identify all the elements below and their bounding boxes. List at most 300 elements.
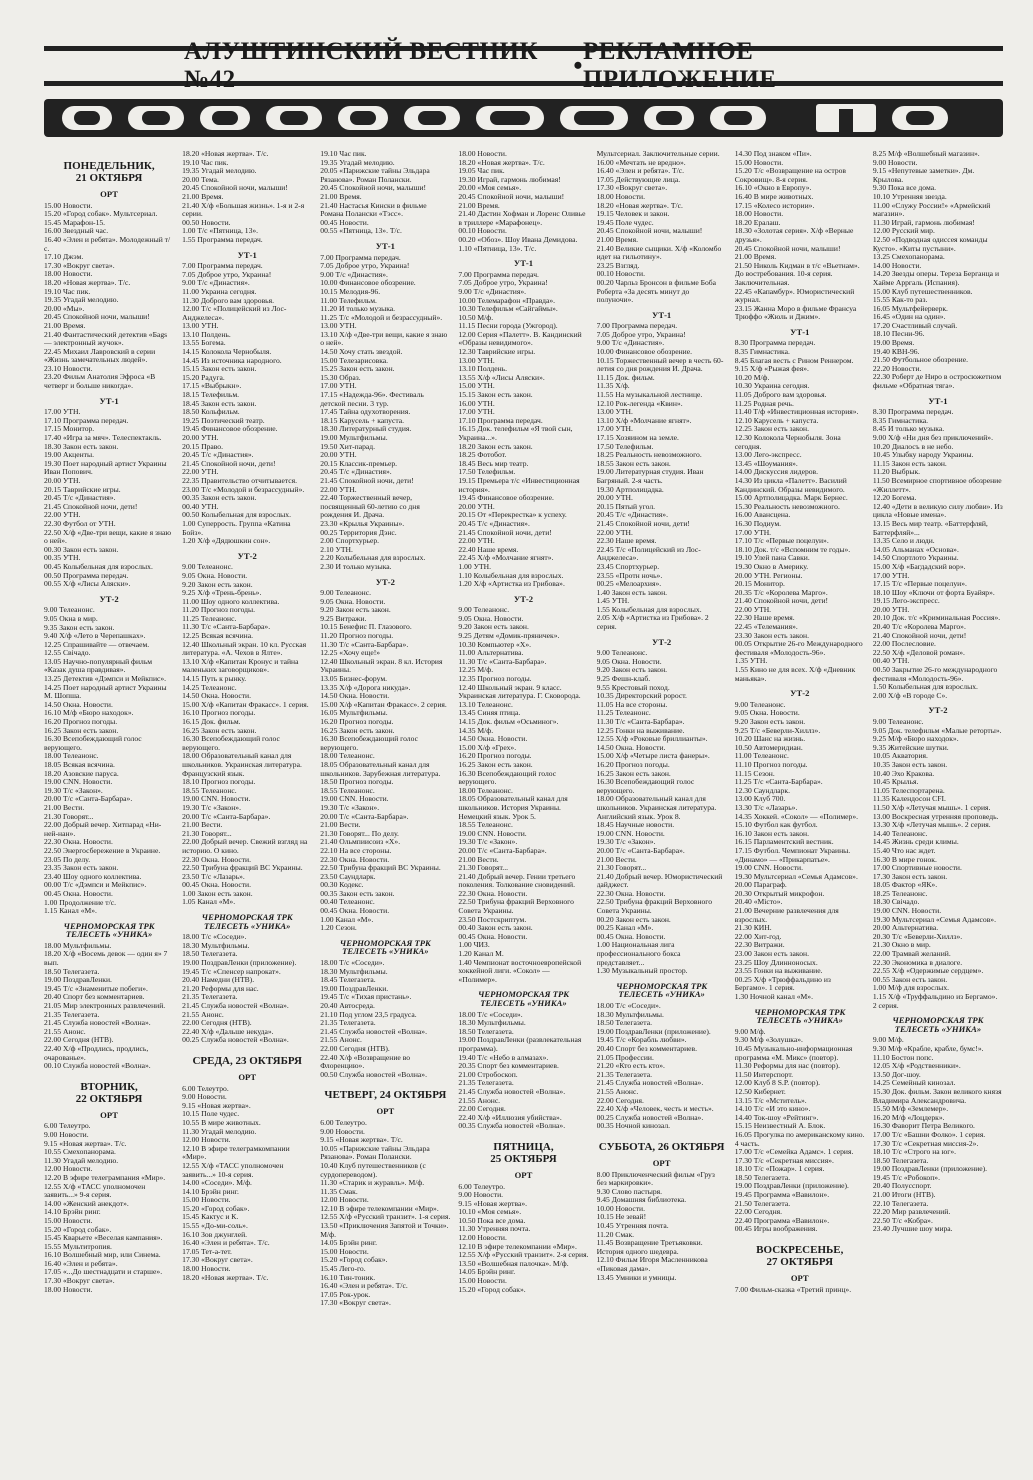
program-entry: 10.00 Финансовое обозрение.: [320, 278, 416, 288]
program-entry: 18.15 Карусель + капуста.: [320, 415, 405, 425]
program-entry: 22.50 Х/ф «Деловой роман».: [872, 647, 965, 657]
program-entry: 19.45 Финансовое обозрение.: [182, 424, 278, 434]
program-entry: 12.00 Т/с «Полицейский из Лос-Анджелеса».: [182, 304, 287, 322]
program-entry: 11.10 Прогноз погоды.: [734, 759, 808, 769]
program-entry: 20.45 Спокойной ночи, малыши!: [458, 191, 565, 201]
program-entry: 11.30 Т/с «Санта-Барбара».: [596, 717, 685, 726]
program-list: [597, 322, 727, 631]
program-entry: 23.30 «Крылья Украины».: [320, 518, 405, 528]
program-entry: 18.25 Телеанонс.: [872, 888, 928, 898]
program-entry: 15.20 «Город собак». Мультсериал.: [44, 209, 158, 219]
program-entry: 00.25 Служба новостей «Волна».: [182, 1035, 289, 1045]
program-entry: 12.25 «Хочу еще!»: [320, 648, 381, 658]
program-entry: 9.25 М/ф «Бюро находок».: [872, 734, 959, 744]
program-entry: 10.40 Эхо Кракова.: [872, 768, 935, 778]
program-entry: 00.25 Канал «М».: [596, 923, 654, 933]
program-entry: 18.20 «Новая жертва». Т/с.: [44, 277, 131, 287]
program-entry: 18.50 Телегазета.: [182, 949, 238, 959]
program-entry: 21.40 Спокойной ночи, дети!: [872, 630, 967, 640]
day-date: 27 ОКТЯБРЯ: [766, 1256, 834, 1269]
program-entry: 16.30 В мире гонок.: [872, 854, 937, 864]
program-entry: 14.05 Альманах «Основа».: [872, 544, 959, 554]
program-entry: 1.30 Музыкальный простор.: [596, 966, 688, 976]
program-entry: 21.55 Анонс.: [320, 1035, 362, 1045]
program-entry: 8.25 М/ф «Волшебный магазин».: [872, 150, 980, 158]
program-entry: 22.00 Сегодня.: [734, 1207, 783, 1217]
program-entry: 17.10 Программа передач.: [44, 415, 129, 425]
program-entry: 14.25 Семейный кинозал.: [872, 1078, 956, 1088]
program-entry: 10.15 Торжественный вечер в честь 60-летия со дня рождения И. Драча.: [596, 355, 724, 374]
program-entry: 18.00 Т/с «Соседи».: [182, 932, 247, 942]
program-entry: 16.40 «Элен и ребята». Молодежный т/с.: [44, 234, 171, 253]
program-entry: 15.45 Лего-го.: [320, 1264, 366, 1274]
program-entry: 21.30 Говорят...: [44, 811, 94, 821]
program-entry: 17.00 Спортивные новости.: [872, 863, 962, 873]
program-entry: 10.45 Крылья.: [872, 777, 919, 787]
program-entry: 21.30 Говорят...: [596, 863, 647, 873]
program-entry: 20.30 Т/с «Беверли-Хиллз».: [872, 931, 963, 941]
program-entry: 8.35 Гимнастика.: [872, 415, 929, 425]
program-entry: 13.25 Смехопанорама.: [872, 252, 945, 262]
program-entry: 9.00 Телеанонс.: [872, 717, 924, 726]
program-list: [182, 563, 312, 907]
program-entry: 22.40 Х/ф «Человек, честь и месть».: [596, 1104, 714, 1114]
program-entry: 17.50 Телефильм.: [596, 441, 654, 451]
program-entry: 20.45 Т/с «Династия».: [458, 518, 530, 528]
program-entry: 14.00 «Женский анекдот».: [44, 1198, 129, 1208]
program-entry: 17.30 «Вокруг света».: [596, 183, 668, 193]
program-entry: 17.00 УТН.: [458, 407, 495, 417]
program-entry: 18.30 Мультфильмы.: [596, 1009, 664, 1019]
program-entry: 9.05 Окна. Новости.: [596, 656, 662, 666]
program-entry: 9.15 «Новая жертва». Т/с.: [44, 1138, 127, 1148]
program-entry: 10.20 М/ф.: [734, 372, 770, 382]
program-entry: 9.30 М/ф «Золушка».: [734, 1035, 803, 1045]
program-entry: 16.25 Закон есть закон.: [458, 759, 533, 769]
program-entry: 22.50 Энергосбережение в Украине.: [44, 845, 161, 855]
program-entry: 15.20 «Город собак».: [320, 1255, 388, 1265]
supplement-label: РЕКЛАМНОЕ ПРИЛОЖЕНИЕ: [582, 38, 777, 93]
program-entry: 00.45 Окна. Новости.: [458, 931, 528, 941]
program-entry: 18.00 Новости.: [458, 150, 507, 158]
program-entry: 22.45 Х/ф «Молчание ягнят».: [458, 553, 554, 563]
program-list: [320, 1119, 450, 1308]
program-entry: 23.50 Постскриптум.: [458, 914, 527, 924]
program-entry: 00.20 Закон есть закон.: [596, 914, 671, 924]
program-entry: 23.45 Спортхурьер.: [596, 561, 660, 571]
program-entry: 20.40 Автосреда.: [320, 1001, 375, 1010]
program-entry: 19.30 Мультсериал «Семья Адамсов».: [734, 871, 858, 881]
program-entry: 22.00 УТН.: [458, 536, 495, 546]
program-entry: 7.00 Программа передач.: [320, 252, 401, 262]
program-entry: 11.00 «Служу России!» «Армейский магазин».: [872, 200, 991, 219]
program-entry: 10.40 Клуб путешественников (с сурдопереводом).: [320, 1160, 426, 1179]
program-entry: 00.45 Игры воображения.: [734, 1224, 818, 1234]
program-entry: 00.55 Х/ф «Лисы Аляски».: [44, 579, 131, 589]
program-entry: 22.30 Окна. Новости.: [320, 854, 390, 864]
program-entry: 16.30 Подиум.: [734, 518, 782, 528]
program-entry: 15.30 Реальность невозможного.: [734, 501, 840, 511]
program-entry: 14.05 Брэйн ринг.: [458, 1267, 516, 1277]
program-entry: 00.50 Колыбельная для взрослых.: [182, 510, 291, 520]
program-entry: 19.30 Артполицадка.: [596, 484, 664, 494]
newspaper-header: [44, 38, 1003, 93]
program-entry: 19.15 Лего-экспресс.: [872, 596, 940, 606]
program-entry: 17.50 Телефильм.: [458, 467, 516, 477]
program-entry: 22.00 Сегодня (НТВ).: [320, 1043, 390, 1053]
program-entry: 1.00 Т/с «Пятница, 13».: [182, 226, 259, 236]
program-entry: 9.25 Фешн-клаб.: [596, 674, 651, 684]
program-entry: 18.10 Песни-96.: [872, 329, 925, 339]
program-entry: 19.00 ПоздравЛенки (развлекательная программа).: [458, 1035, 582, 1053]
program-entry: 17.00 Т/с «Семейка Адамс». 1 серия.: [734, 1147, 854, 1157]
program-entry: 14.25 Телеанонс.: [182, 682, 237, 692]
program-entry: 18.00 Новости.: [182, 1264, 231, 1274]
program-entry: 00.40 УТН.: [872, 656, 910, 666]
program-entry: 11.00 Украина сегодня.: [182, 286, 257, 296]
program-entry: 00.25 Х/ф «Трюффальдино из Бергамо». 1 серия.: [734, 974, 831, 993]
program-entry: 11.20 Прогноз погоды.: [182, 605, 256, 615]
program-entry: 22.45 «Телемания».: [734, 622, 798, 632]
program-entry: 11.30 Угадай мелодию.: [44, 1155, 119, 1165]
program-entry: 18.20 Ералаш.: [734, 217, 781, 227]
program-entry: 11.35 Х/ф.: [596, 381, 630, 391]
day-heading: [44, 160, 174, 184]
program-entry: 23.30 Закон есть закон.: [734, 630, 809, 640]
program-entry: 16.10 Закон есть закон.: [734, 828, 809, 838]
program-list: [44, 202, 174, 391]
program-entry: 00.50 Служба новостей «Волна».: [320, 1069, 427, 1079]
program-entry: 17.10 Т/с «Первые поцелуи».: [734, 536, 829, 546]
program-entry: 22.40 Х/ф «Продлись, продлись, очарованье».: [44, 1044, 149, 1062]
program-entry: 14.00 Дискуссия лидеров.: [734, 467, 819, 477]
program-entry: 16.20 М/ф «Лоцдерк».: [872, 1112, 945, 1122]
program-entry: 15.00 Х/ф «Четыре листа фанеры».: [596, 751, 710, 761]
program-list: [44, 606, 174, 915]
program-entry: 7.05 Доброе утро, Украина!: [182, 269, 272, 279]
program-entry: 21.00 Время.: [596, 234, 638, 244]
program-entry: 12.25 Закон есть закон.: [734, 424, 809, 434]
program-entry: 10.50 Пока все дома.: [458, 1215, 526, 1225]
program-entry: 12.00 Клуб 8 S.P. (повтор).: [734, 1078, 821, 1088]
program-entry: 19.00 Время.: [872, 338, 915, 348]
program-entry: 21.30 Говорят...: [458, 863, 508, 873]
program-entry: 23.40 Лучшие шоу мира.: [872, 1224, 953, 1234]
program-entry: 22.50 Трибуна фракций Верховного Совета Украины.: [458, 897, 574, 916]
program-entry: 12.55 Свічадо.: [44, 648, 91, 658]
program-entry: 23.55 Гонки на выживание.: [734, 966, 823, 976]
program-entry: 20.45 Спокойной ночи, малыши!: [182, 183, 288, 193]
regional-channel-heading: ЧЕРНОМОРСКАЯ ТРК ТЕЛЕСЕТЬ «УНИКА»: [63, 920, 155, 940]
program-entry: 21.00 Время.: [182, 191, 224, 201]
program-entry: 20.40 Спорт без комментариев.: [596, 1043, 698, 1053]
program-entry: 21.30 Говорят...: [182, 828, 232, 838]
program-entry: 11.25 Телеанонс.: [596, 708, 651, 718]
program-entry: 18.55 Закон есть закон.: [596, 458, 671, 468]
program-list: [597, 1002, 727, 1131]
program-entry: 22.00 УТН.: [182, 467, 219, 477]
program-entry: 22.40 Х/ф «Возвращение во Флоренцию».: [320, 1052, 411, 1071]
program-entry: 11.05 Телеспортарена.: [872, 785, 945, 795]
program-entry: 19.45 Т/с «Корабль любви».: [596, 1035, 687, 1045]
program-entry: 14.35 Хоккей. «Сокол» — «Полимер».: [734, 811, 859, 821]
program-entry: 15.20 «Город собак».: [182, 1203, 250, 1213]
day-heading: [182, 1055, 312, 1067]
program-entry: 1.20 Сезон.: [320, 923, 357, 933]
program-entry: 1.50 Колыбельная для взрослых.: [872, 682, 978, 692]
program-entry: 15.00 Новости.: [44, 200, 93, 210]
program-entry: 22.00 Сегодня (НТВ).: [182, 1018, 252, 1028]
program-entry: 23.25 Шоу Длинноносых.: [734, 957, 818, 967]
program-entry: 11.00 Телеанонс.: [734, 751, 789, 761]
channel-heading: УТ-2: [99, 593, 119, 604]
program-entry: 22.30 Наше время.: [734, 613, 795, 623]
program-entry: 18.05 Всякая всячина.: [44, 760, 115, 769]
program-entry: 11.30 Играй, гармонь любимая!: [872, 217, 975, 227]
program-entry: 22.45 «Капамбур». Юмористический журнал.: [734, 286, 855, 305]
program-column: [458, 150, 588, 1466]
program-entry: 00.35 Закон есть закон.: [182, 493, 257, 503]
program-entry: 15.55 Мультитропия.: [44, 1241, 112, 1251]
program-entry: 20.45 Т/с «Династия».: [44, 493, 116, 503]
program-entry: 22.30 Наше время.: [596, 536, 657, 546]
program-entry: 23.25 Взгляд.: [596, 260, 640, 270]
program-list: [320, 254, 450, 572]
program-entry: 8.00 Приключенческий фильм «Груз без маркировки».: [596, 1169, 715, 1188]
channel-heading: УТ-2: [237, 550, 257, 561]
program-entry: 17.05 Тет-а-тет.: [182, 1246, 232, 1256]
program-entry: 19.45 Т/с «Робокоп».: [872, 1172, 940, 1182]
program-entry: 20.00 Т/с «Санта-Барбара».: [458, 845, 547, 855]
program-entry: 11.25 Т/с «Молодой и безрассудный».: [320, 312, 443, 322]
program-entry: 7.05 Доброе утро, Украина!: [320, 261, 410, 271]
program-entry: 19.00 CNN. Новости.: [44, 777, 113, 787]
program-entry: 19.00 ПоздравЛенки.: [320, 983, 389, 993]
program-entry: 11.55 На музыкальной лестнице.: [596, 390, 703, 400]
channel-heading: УТ-1: [99, 395, 119, 406]
program-entry: 22.40 Программа «Вавилон».: [734, 1215, 830, 1225]
program-entry: 20.45 Т/с «Династия».: [596, 510, 668, 520]
program-entry: 19.45 Финансовое обозрение.: [458, 493, 554, 503]
program-entry: 13.50 «Приключения Запятой и Точки». М/ф.: [320, 1221, 449, 1239]
program-entry: 17.05 Рок-урок.: [320, 1289, 371, 1299]
day-name: ПОНЕДЕЛЬНИК,: [63, 160, 155, 172]
program-entry: 18.55 Телеанонс.: [320, 785, 375, 795]
program-entry: 19.10 Час пик.: [182, 157, 229, 167]
program-list: [44, 1122, 174, 1294]
program-entry: 19.00 Мультфильмы.: [320, 433, 388, 442]
program-entry: 15.40 Что нас ждет.: [872, 845, 936, 855]
program-entry: 18.50 Кольфильм.: [182, 407, 240, 417]
program-entry: 9.25 Т/с «Беверли-Хиллз».: [734, 725, 821, 735]
program-entry: 00.05 Открытие 26-го Международного фестиваля «Молодость-96».: [734, 639, 863, 657]
program-entry: 12.55 Х/ф «ТАСС уполномочен заявить...» 10-я серия.: [182, 1160, 284, 1179]
program-entry: 13.10 Х/ф «Капитан Кронус и тайна маленьких заговорщиков».: [182, 656, 299, 675]
program-entry: 21.45 Служба новостей «Волна».: [44, 1018, 151, 1028]
program-entry: 14.50 Окна. Новости.: [44, 699, 113, 709]
program-entry: 12.00 Русский мир.: [872, 226, 935, 236]
program-entry: 21.30 Окно в мир.: [872, 940, 931, 950]
program-column: [44, 150, 174, 1466]
program-entry: 21.45 Служба новостей «Волна».: [596, 1078, 704, 1088]
program-list: [458, 271, 588, 589]
program-entry: 10.20 Шанс на жизнь.: [734, 734, 806, 744]
program-entry: 14.20 Звезды оперы. Тереза Берганца и Хайме Арргаль (Испания).: [872, 269, 1000, 287]
program-entry: 00.40 Закон есть закон.: [458, 923, 533, 933]
program-entry: 14.10 Брэйн ринг.: [44, 1207, 101, 1217]
program-entry: 16.00 УТН.: [458, 398, 495, 408]
program-entry: 11.45 Возвращение Третьяковки. История одного шедевра.: [596, 1238, 703, 1256]
program-entry: 21.00 Вести.: [182, 820, 223, 830]
program-entry: 10.55 Смехопанорама.: [44, 1147, 116, 1157]
program-entry: 20.00 УТН. Регионы.: [734, 570, 803, 580]
program-entry: 18.10 Прогноз погоды.: [182, 777, 256, 787]
program-entry: 22.10 Телегазета.: [872, 1198, 929, 1208]
program-entry: 18.50 Телегазета.: [458, 1026, 514, 1036]
day-name: СРЕДА, 23 ОКТЯБРЯ: [192, 1054, 302, 1067]
program-entry: 18.00 Т/с «Соседи».: [320, 958, 385, 968]
program-entry: 17.15 «Колесо истории».: [734, 200, 815, 210]
program-entry: 18.00 Телеанонс.: [320, 751, 375, 761]
program-entry: 16.00 Авансцена.: [734, 510, 791, 520]
program-entry: 10.00 Новости.: [596, 1203, 645, 1213]
program-columns: [44, 150, 1003, 1466]
program-entry: 11.00 Телефильм.: [320, 295, 377, 305]
program-entry: 18.45 Научные новости.: [596, 820, 675, 830]
program-entry: 15.00 Новости.: [458, 1276, 507, 1286]
program-entry: 20.00 Параграф.: [734, 880, 787, 890]
program-entry: 18.30 Свічадо.: [872, 897, 920, 907]
channel-heading: УТ-2: [652, 636, 672, 647]
program-entry: 16.40 «Элен и ребята». Т/с.: [320, 1281, 408, 1291]
program-entry: 00.40 УТН.: [182, 501, 219, 511]
program-entry: 17.05 «...До шестнадцати и старше».: [44, 1267, 163, 1277]
program-entry: 00.55 «Пятница, 13». Т/с.: [320, 226, 402, 236]
program-entry: 19.15 Премьера т/с «Инвестиционная история».: [458, 475, 580, 494]
program-entry: 00.40 Телеанонс.: [320, 897, 375, 907]
channel-heading: УТ-1: [652, 309, 672, 320]
program-entry: 21.50 Телегазета.: [734, 1198, 791, 1208]
program-entry: 17.20 Счастливый случай.: [872, 320, 958, 330]
program-entry: 13.00 Воскресная утренняя проповедь.: [872, 811, 999, 821]
program-entry: 15.55 Как-то раз.: [872, 295, 928, 305]
program-entry: 20.40 Полусспорт.: [872, 1181, 932, 1191]
program-entry: 14.15 Колокола Чернобыля.: [182, 347, 272, 357]
program-entry: 13.15 Весь мир театр. «Баттерфляй, Баттерфляй»...: [872, 518, 988, 537]
program-entry: 22.00 Добрый вечер. Свежий взгляд на историю. О кино.: [182, 837, 308, 855]
program-list: [873, 150, 1003, 391]
header-separator: •: [573, 51, 583, 80]
program-entry: 14.35 М/ф.: [458, 725, 494, 735]
program-entry: 7.05 Доброе утро, Украина!: [596, 329, 686, 339]
program-entry: 19.30 Т/с «Закон».: [44, 785, 103, 795]
day-name: ПЯТНИЦА,: [493, 1140, 554, 1153]
program-entry: 20.45 Спокойной ночи, малыши!: [734, 243, 841, 253]
program-entry: 1.20 Х/ф «Дядюшкин сон».: [182, 536, 271, 546]
program-list: [44, 942, 174, 1071]
program-entry: 11.15 Сезон.: [734, 768, 775, 778]
program-entry: 15.20 Радуга.: [182, 372, 225, 382]
program-entry: 9.20 Закон есть закон.: [458, 622, 529, 632]
program-entry: 20.15 Таврийские игры.: [44, 484, 121, 494]
program-entry: 1.10 «Пятница, 13». Т/с.: [458, 243, 537, 253]
program-entry: 9.45 Домашняя библиотека.: [596, 1195, 687, 1205]
program-entry: 13.55 Богема.: [182, 338, 226, 348]
program-entry: 9.25 Детям «Домик-пряничек».: [458, 631, 560, 641]
program-entry: 16.45 «Один на один».: [872, 312, 946, 322]
program-entry: 22.00 Послесловие.: [872, 639, 936, 649]
program-entry: 15.00 УТН.: [458, 381, 495, 391]
program-entry: 7.00 Фильм-сказка «Третий принц».: [734, 1284, 852, 1294]
program-entry: 17.00 Т/с «Башни Фолко». 1 серия.: [872, 1129, 986, 1139]
program-entry: 18.30 Мультфильмы.: [458, 1018, 526, 1028]
program-entry: 6.00 Телеутро.: [458, 1181, 506, 1191]
program-entry: 00.35 Закон есть закон.: [320, 888, 395, 898]
program-entry: 13.10 Х/ф «Две-три вещи, какие я знаю о ней».: [320, 329, 448, 348]
program-entry: 23.10 Новости.: [44, 363, 93, 373]
program-entry: 9.15 «Непутевые заметки». Дм. Крылова.: [872, 166, 975, 184]
program-entry: 16.25 Закон есть закон.: [320, 725, 395, 735]
program-entry: 15.30 Док. фильм. Закон великого князя Владимира Александровича.: [872, 1086, 1002, 1105]
program-entry: 21.45 Служба новостей «Волна».: [182, 1001, 289, 1010]
program-entry: 14.45 Из источника народного.: [182, 355, 282, 365]
program-entry: 21.35 Телегазета.: [596, 1069, 652, 1079]
program-entry: 19.40 Т/с «Небо в алмазах».: [458, 1052, 549, 1062]
program-entry: 11.15 Док. фильм.: [596, 372, 655, 382]
program-entry: 20.00 «Мы».: [44, 303, 85, 313]
program-list: [597, 1171, 727, 1283]
program-entry: 17.45 Тайна одухотворения.: [320, 407, 411, 417]
program-entry: 22.20 Новости.: [872, 363, 922, 373]
program-entry: 21.10 Под углом 23,5 градуса.: [320, 1009, 417, 1019]
program-entry: 16.40 «Элен и ребята». Т/с.: [182, 1238, 270, 1248]
program-entry: 23.35 Закон есть закон.: [44, 863, 119, 873]
program-entry: 1.55 Кино не для всех. Х/ф «Дневник маньяка».: [734, 665, 856, 683]
program-entry: 15.45 Кварьете «Веселая кампания».: [44, 1233, 163, 1243]
program-entry: 18.20 Х/ф «Восемь девок — один я» 7 вып.: [44, 949, 168, 968]
program-entry: 1.00 ЧИЗ.: [458, 940, 490, 950]
program-entry: 12.00 Новости.: [320, 1195, 369, 1205]
program-entry: 18.10 Шоу «Ключи от форта Буайяр».: [872, 587, 995, 597]
program-entry: 12.25 М/ф.: [458, 665, 494, 675]
program-entry: 19.35 Угадай мелодию.: [320, 157, 395, 167]
program-entry: 20.45 Т/с «Династия».: [182, 450, 254, 460]
program-entry: 21.35 Телегазета.: [182, 992, 238, 1002]
program-entry: 12.30 Таврийские игры.: [458, 347, 536, 357]
program-entry: 21.30 Говорят... По делу.: [320, 828, 399, 838]
program-entry: 21.00 Вести.: [44, 802, 85, 812]
program-entry: 14.50 Спортлото Украины.: [872, 553, 959, 563]
tv-program-logo-graphic: [44, 96, 1003, 140]
program-entry: 15.00 Новости.: [44, 1215, 93, 1225]
program-entry: 1.00 Суперрость. Группа «Катина Бойз».: [182, 518, 291, 537]
program-entry: 22.35 Правительство отчитывается.: [182, 475, 298, 485]
program-entry: 19.00 CNN. Новости.: [596, 828, 665, 838]
program-entry: 19.10 Улей пана Савки.: [734, 553, 810, 563]
program-entry: 7.00 Программа передач.: [458, 269, 539, 279]
program-entry: 14.30 Под знаком «Пи».: [734, 150, 812, 158]
program-entry: 9.15 «Новая жертва».: [458, 1198, 528, 1208]
program-list: [873, 408, 1003, 700]
program-entry: 14.05 Брэйн ринг.: [320, 1238, 377, 1248]
program-entry: 20.00 Т/с «Санта-Барбара».: [44, 794, 133, 804]
program-entry: 19.00 ПоздравЛенки (приложение).: [872, 1164, 988, 1174]
program-entry: 10.15 Поле чудес.: [182, 1109, 240, 1119]
program-entry: 17.00 УТН.: [44, 407, 81, 417]
program-entry: 8.30 Программа передач.: [872, 407, 954, 417]
program-entry: 14.15 Путь к рынку.: [182, 674, 247, 684]
program-entry: 21.00 Вести.: [596, 854, 637, 864]
